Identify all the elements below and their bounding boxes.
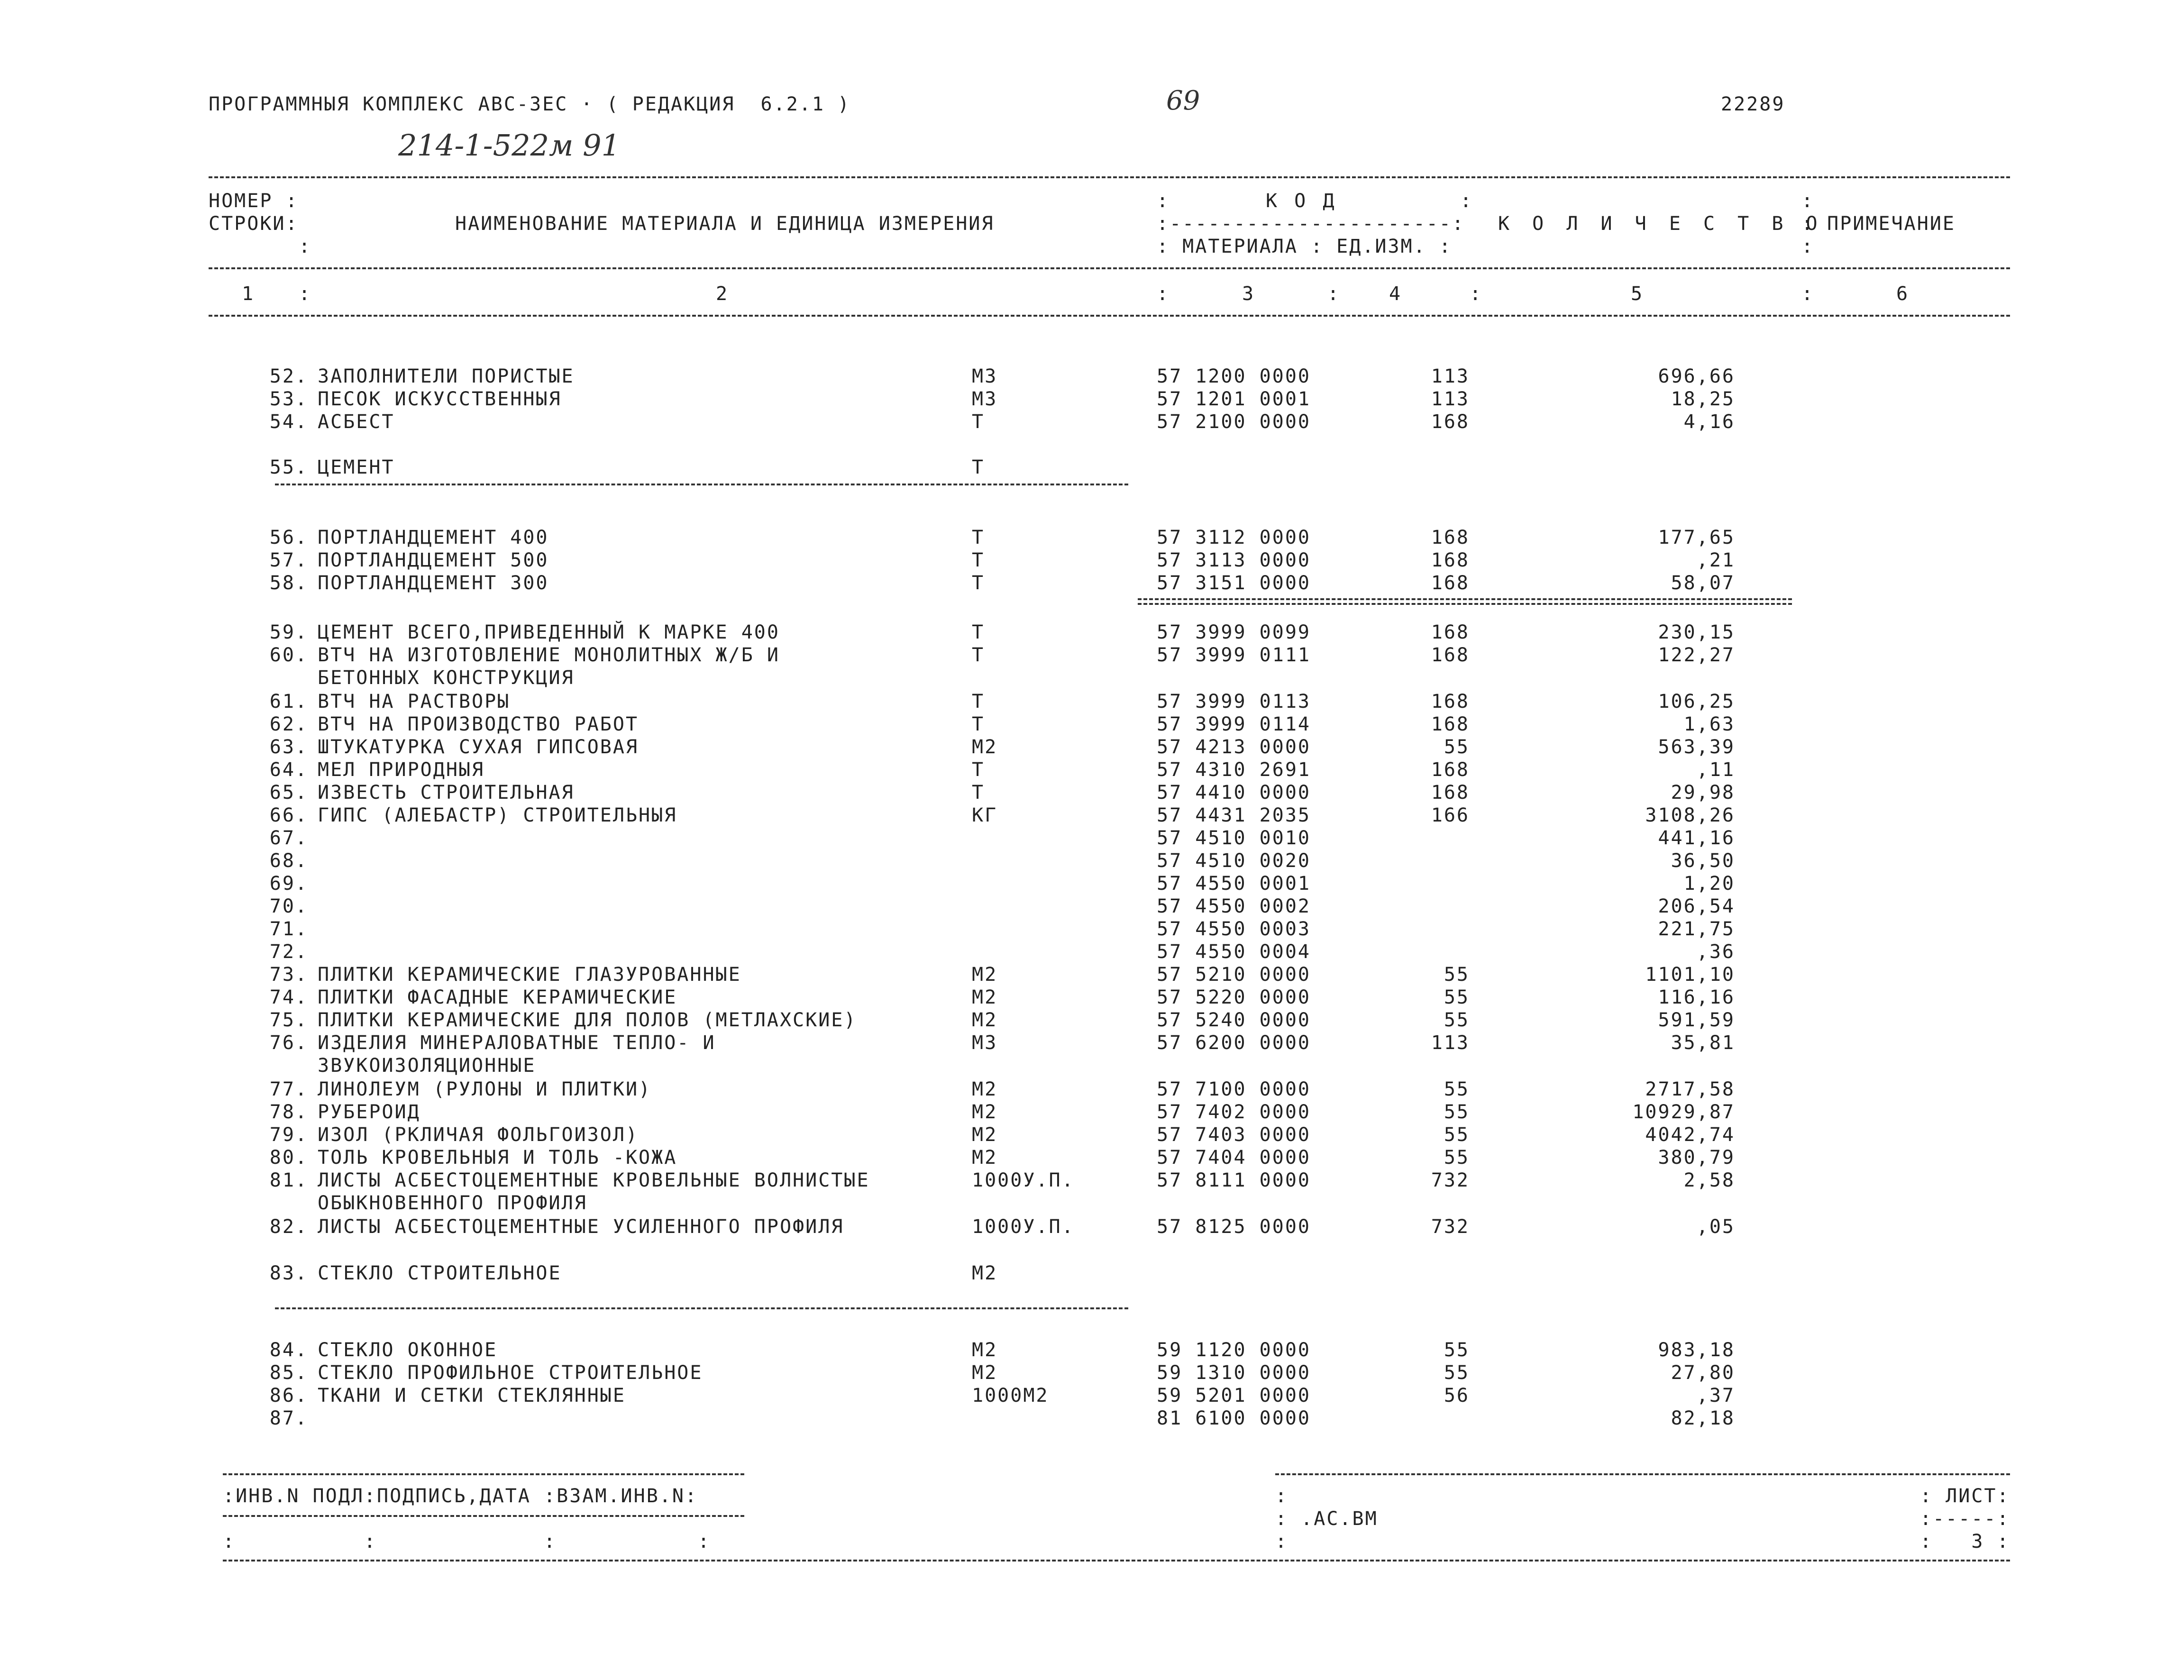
row-number: 71. <box>269 918 308 940</box>
head-nomer: НОМЕР : <box>209 190 299 212</box>
material-name: ИЗДЕЛИЯ МИНЕРАЛОВАТНЫЕ ТЕПЛО- И <box>318 1032 716 1054</box>
material-name: ОБЫКНОВЕННОГО ПРОФИЛЯ <box>318 1192 587 1214</box>
material-name: ВТЧ НА РАСТВОРЫ <box>318 691 511 712</box>
material-name: ЦЕМЕНТ ВСЕГО,ПРИВЕДЕННЫЙ К МАРКЕ 400 <box>318 621 780 643</box>
unit-of-measure: Т <box>972 621 985 643</box>
material-code: 57 3999 0111 <box>1157 644 1311 666</box>
head-material: : МАТЕРИАЛА : ЕД.ИЗМ. : <box>1157 236 1452 257</box>
head-prim-colon: : <box>1801 190 1815 212</box>
unit-code: 168 <box>1431 572 1470 594</box>
unit-of-measure: М2 <box>972 1147 998 1169</box>
unit-code: 113 <box>1431 365 1470 387</box>
row-number: 53. <box>269 388 308 410</box>
head-kolichestvo: К О Л И Ч Е С Т В О <box>1498 213 1823 235</box>
unit-code: 732 <box>1431 1169 1470 1191</box>
unit-code: 55 <box>1444 986 1470 1008</box>
material-name: СТЕКЛО ОКОННОЕ <box>318 1339 498 1361</box>
col-sep: : <box>1157 283 1170 305</box>
quantity: 177,65 <box>1658 527 1735 548</box>
quantity: 591,59 <box>1658 1009 1735 1031</box>
col-num-1: 1 <box>242 283 255 305</box>
material-code: 57 2100 0000 <box>1157 411 1311 433</box>
quantity: 4,16 <box>1683 411 1735 433</box>
unit-code: 55 <box>1444 1009 1470 1031</box>
sheet-sep: :-----: <box>1920 1508 2010 1530</box>
quantity: 3108,26 <box>1645 804 1735 826</box>
quantity: ,36 <box>1696 941 1735 963</box>
quantity: 441,16 <box>1658 827 1735 849</box>
handwritten-designation: 214-1-522м 91 <box>398 128 621 163</box>
material-code: 57 3151 0000 <box>1157 572 1311 594</box>
row-number: 87. <box>269 1407 308 1429</box>
material-code: 57 4213 0000 <box>1157 736 1311 758</box>
rule <box>209 267 2010 269</box>
material-name: АСБЕСТ <box>318 411 395 433</box>
unit-of-measure: 1000У.П. <box>972 1169 1075 1191</box>
material-code: 59 1310 0000 <box>1157 1362 1311 1384</box>
unit-of-measure: Т <box>972 644 985 666</box>
col-num-2: 2 <box>716 283 729 305</box>
material-code: 57 7402 0000 <box>1157 1101 1311 1123</box>
row-number: 73. <box>269 964 308 986</box>
quantity: 380,79 <box>1658 1147 1735 1169</box>
material-name: ТОЛЬ КРОВЕЛЬНЫЯ И ТОЛЬ -КОЖА <box>318 1147 677 1169</box>
unit-of-measure: Т <box>972 782 985 803</box>
sheet-label: : ЛИСТ: <box>1920 1485 2010 1507</box>
unit-code: 168 <box>1431 644 1470 666</box>
material-code: 59 5201 0000 <box>1157 1385 1311 1406</box>
material-code: 57 8111 0000 <box>1157 1169 1311 1191</box>
doc-code: : .АС.ВМ <box>1275 1508 1378 1530</box>
quantity: 58,07 <box>1671 572 1735 594</box>
material-code: 57 5210 0000 <box>1157 964 1311 986</box>
stamp-colon: : <box>1275 1485 1288 1507</box>
unit-code: 55 <box>1444 1362 1470 1384</box>
unit-code: 168 <box>1431 759 1470 781</box>
material-name: СТЕКЛО СТРОИТЕЛЬНОЕ <box>318 1262 562 1284</box>
row-number: 86. <box>269 1385 308 1406</box>
material-name: ЛИСТЫ АСБЕСТОЦЕМЕНТНЫЕ УСИЛЕННОГО ПРОФИЛЯ <box>318 1216 844 1238</box>
stamp-colon: : <box>1275 1531 1288 1552</box>
material-code: 57 3999 0099 <box>1157 621 1311 643</box>
row-number: 70. <box>269 895 308 917</box>
row-number: 63. <box>269 736 308 758</box>
material-code: 57 1201 0001 <box>1157 388 1311 410</box>
col-sep: : <box>1470 283 1483 305</box>
material-name: ВТЧ НА ПРОИЗВОДСТВО РАБОТ <box>318 713 639 735</box>
quantity: 1101,10 <box>1645 964 1735 986</box>
row-number: 60. <box>269 644 308 666</box>
unit-of-measure: КГ <box>972 804 998 826</box>
quantity: ,21 <box>1696 549 1735 571</box>
row-number: 79. <box>269 1124 308 1146</box>
material-name: ПОРТЛАНДЦЕМЕНТ 500 <box>318 549 549 571</box>
material-code: 59 1120 0000 <box>1157 1339 1311 1361</box>
unit-of-measure: М2 <box>972 1339 998 1361</box>
material-code: 57 4510 0020 <box>1157 850 1311 872</box>
unit-of-measure: М3 <box>972 1032 998 1054</box>
rule <box>209 176 2010 178</box>
material-name: СТЕКЛО ПРОФИЛЬНОЕ СТРОИТЕЛЬНОЕ <box>318 1362 703 1384</box>
unit-code: 113 <box>1431 1032 1470 1054</box>
material-code: 57 3113 0000 <box>1157 549 1311 571</box>
unit-of-measure: Т <box>972 411 985 433</box>
unit-code: 732 <box>1431 1216 1470 1238</box>
unit-of-measure: М2 <box>972 1078 998 1100</box>
row-number: 84. <box>269 1339 308 1361</box>
quantity: 106,25 <box>1658 691 1735 712</box>
row-number: 69. <box>269 873 308 895</box>
quantity: 1,20 <box>1683 873 1735 895</box>
unit-of-measure: Т <box>972 549 985 571</box>
rule <box>209 315 2010 317</box>
quantity: 4042,74 <box>1645 1124 1735 1146</box>
quantity: ,05 <box>1696 1216 1735 1238</box>
material-name: РУБЕРОИД <box>318 1101 420 1123</box>
row-number: 74. <box>269 986 308 1008</box>
unit-of-measure: Т <box>972 527 985 548</box>
row-number: 61. <box>269 691 308 712</box>
row-number: 54. <box>269 411 308 433</box>
quantity: ,37 <box>1696 1385 1735 1406</box>
row-number: 56. <box>269 527 308 548</box>
unit-code: 168 <box>1431 691 1470 712</box>
unit-code: 56 <box>1444 1385 1470 1406</box>
quantity: 2717,58 <box>1645 1078 1735 1100</box>
unit-of-measure: М2 <box>972 1262 998 1284</box>
program-header: ПРОГРАММНЫЯ КОМПЛЕКС АВС-3ЕС · ( РЕДАКЦИЯ 6.2.1 ) <box>209 93 851 115</box>
material-code: 57 4550 0004 <box>1157 941 1311 963</box>
material-code: 57 4410 0000 <box>1157 782 1311 803</box>
unit-of-measure: 1000У.П. <box>972 1216 1075 1238</box>
material-code: 57 3999 0113 <box>1157 691 1311 712</box>
stamp-header: :ИНВ.N ПОДЛ:ПОДПИСЬ,ДАТА :ВЗАМ.ИНВ.N: <box>223 1485 698 1507</box>
material-code: 57 4510 0010 <box>1157 827 1311 849</box>
rule <box>1275 1473 2010 1475</box>
material-code: 57 4550 0002 <box>1157 895 1311 917</box>
unit-code: 166 <box>1431 804 1470 826</box>
unit-code: 168 <box>1431 621 1470 643</box>
material-code: 57 8125 0000 <box>1157 1216 1311 1238</box>
material-code: 57 3999 0114 <box>1157 713 1311 735</box>
col-sep: : <box>1801 283 1815 305</box>
row-number: 59. <box>269 621 308 643</box>
unit-of-measure: М2 <box>972 986 998 1008</box>
row-number: 66. <box>269 804 308 826</box>
row-number: 67. <box>269 827 308 849</box>
section-rule-cement <box>275 484 1128 485</box>
row-number: 76. <box>269 1032 308 1054</box>
col-sep: : <box>1327 283 1341 305</box>
rule <box>223 1560 2010 1561</box>
unit-of-measure: Т <box>972 457 985 478</box>
row-number: 52. <box>269 365 308 387</box>
unit-code: 168 <box>1431 713 1470 735</box>
unit-of-measure: Т <box>972 759 985 781</box>
col-num-4: 4 <box>1389 283 1402 305</box>
material-name: ВТЧ НА ИЗГОТОВЛЕНИЕ МОНОЛИТНЫХ Ж/Б И <box>318 644 780 666</box>
material-name: ПЛИТКИ КЕРАМИЧЕСКИЕ ДЛЯ ПОЛОВ (МЕТЛАХСКИЕ) <box>318 1009 857 1031</box>
quantity: 1,63 <box>1683 713 1735 735</box>
quantity: ,11 <box>1696 759 1735 781</box>
material-name: ИЗВЕСТЬ СТРОИТЕЛЬНАЯ <box>318 782 575 803</box>
material-name: ЗВУКОИЗОЛЯЦИОННЫЕ <box>318 1055 536 1077</box>
material-name: ШТУКАТУРКА СУХАЯ ГИПСОВАЯ <box>318 736 639 758</box>
quantity: 116,16 <box>1658 986 1735 1008</box>
col-num-6: 6 <box>1896 283 1910 305</box>
row-number: 81. <box>269 1169 308 1191</box>
unit-code: 55 <box>1444 964 1470 986</box>
material-name: ИЗОЛ (РКЛИЧАЯ ФОЛЬГОИЗОЛ) <box>318 1124 639 1146</box>
material-code: 81 6100 0000 <box>1157 1407 1311 1429</box>
material-code: 57 1200 0000 <box>1157 365 1311 387</box>
quantity: 696,66 <box>1658 365 1735 387</box>
row-number: 75. <box>269 1009 308 1031</box>
quantity: 206,54 <box>1658 895 1735 917</box>
col-sep: : <box>299 283 312 305</box>
material-name: ПЛИТКИ КЕРАМИЧЕСКИЕ ГЛАЗУРОВАННЫЕ <box>318 964 741 986</box>
unit-of-measure: М3 <box>972 388 998 410</box>
unit-of-measure: М2 <box>972 964 998 986</box>
total-rule-double <box>1138 603 1792 605</box>
head-kod: К О Д <box>1266 190 1337 212</box>
head-primechanie: : ПРИМЕЧАНИЕ <box>1801 213 1956 235</box>
material-name: ЗАПОЛНИТЕЛИ ПОРИСТЫЕ <box>318 365 575 387</box>
material-code: 57 5240 0000 <box>1157 1009 1311 1031</box>
unit-of-measure: М2 <box>972 1124 998 1146</box>
unit-code: 55 <box>1444 1101 1470 1123</box>
quantity: 18,25 <box>1671 388 1735 410</box>
material-code: 57 4310 2691 <box>1157 759 1311 781</box>
row-number: 77. <box>269 1078 308 1100</box>
material-name: ТКАНИ И СЕТКИ СТЕКЛЯННЫЕ <box>318 1385 626 1406</box>
unit-of-measure: М2 <box>972 736 998 758</box>
total-rule-double <box>1138 598 1792 600</box>
row-number: 64. <box>269 759 308 781</box>
unit-of-measure: Т <box>972 572 985 594</box>
material-name: ЛИНОЛЕУМ (РУЛОНЫ И ПЛИТКИ) <box>318 1078 652 1100</box>
row-number: 62. <box>269 713 308 735</box>
material-name: ПЕСОК ИСКУССТВЕННЫЯ <box>318 388 562 410</box>
quantity: 36,50 <box>1671 850 1735 872</box>
col-num-5: 5 <box>1631 283 1644 305</box>
rule <box>223 1515 744 1517</box>
material-name: БЕТОННЫХ КОНСТРУКЦИЯ <box>318 667 575 689</box>
unit-of-measure: М2 <box>972 1362 998 1384</box>
material-code: 57 5220 0000 <box>1157 986 1311 1008</box>
unit-code: 55 <box>1444 1147 1470 1169</box>
page-mark-handwritten: 69 <box>1166 85 1200 116</box>
material-name: МЕЛ ПРИРОДНЫЯ <box>318 759 485 781</box>
unit-code: 55 <box>1444 1078 1470 1100</box>
head-kod-colon-left: : <box>1157 190 1170 212</box>
stamp-row2: : : : : <box>223 1531 711 1552</box>
unit-of-measure: М3 <box>972 365 998 387</box>
unit-code: 168 <box>1431 411 1470 433</box>
material-name: ПОРТЛАНДЦЕМЕНТ 300 <box>318 572 549 594</box>
row-number: 58. <box>269 572 308 594</box>
material-name: ЛИСТЫ АСБЕСТОЦЕМЕНТНЫЕ КРОВЕЛЬНЫЕ ВОЛНИСТЫЕ <box>318 1169 870 1191</box>
quantity: 122,27 <box>1658 644 1735 666</box>
quantity: 82,18 <box>1671 1407 1735 1429</box>
quantity: 29,98 <box>1671 782 1735 803</box>
head-kod-sep: :----------------------: <box>1157 213 1465 235</box>
material-code: 57 4550 0001 <box>1157 873 1311 895</box>
row-number: 82. <box>269 1216 308 1238</box>
unit-code: 168 <box>1431 782 1470 803</box>
unit-code: 168 <box>1431 549 1470 571</box>
material-name: ГИПС (АЛЕБАСТР) СТРОИТЕЛЬНЫЯ <box>318 804 677 826</box>
unit-of-measure: Т <box>972 713 985 735</box>
col-num-3: 3 <box>1242 283 1255 305</box>
row-number: 65. <box>269 782 308 803</box>
head-naimenovanie: НАИМЕНОВАНИЕ МАТЕРИАЛА И ЕДИНИЦА ИЗМЕРЕНИЯ <box>455 213 995 235</box>
row-number: 72. <box>269 941 308 963</box>
quantity: 563,39 <box>1658 736 1735 758</box>
row-number: 55. <box>269 457 308 478</box>
quantity: 27,80 <box>1671 1362 1735 1384</box>
material-code: 57 7100 0000 <box>1157 1078 1311 1100</box>
material-code: 57 3112 0000 <box>1157 527 1311 548</box>
material-name: ЦЕМЕНТ <box>318 457 395 478</box>
section-rule-glass <box>275 1307 1128 1309</box>
unit-of-measure: М2 <box>972 1009 998 1031</box>
head-colon: : <box>299 236 312 257</box>
quantity: 10929,87 <box>1632 1101 1735 1123</box>
material-name: ПОРТЛАНДЦЕМЕНТ 400 <box>318 527 549 548</box>
material-code: 57 4550 0003 <box>1157 918 1311 940</box>
unit-code: 113 <box>1431 388 1470 410</box>
row-number: 78. <box>269 1101 308 1123</box>
quantity: 35,81 <box>1671 1032 1735 1054</box>
unit-of-measure: 1000М2 <box>972 1385 1049 1406</box>
quantity: 221,75 <box>1658 918 1735 940</box>
row-number: 83. <box>269 1262 308 1284</box>
head-stroki: СТРОКИ: <box>209 213 299 235</box>
quantity: 230,15 <box>1658 621 1735 643</box>
material-code: 57 6200 0000 <box>1157 1032 1311 1054</box>
head-prim-colon2: : <box>1801 236 1815 257</box>
unit-of-measure: Т <box>972 691 985 712</box>
row-number: 68. <box>269 850 308 872</box>
quantity: 983,18 <box>1658 1339 1735 1361</box>
unit-code: 55 <box>1444 1339 1470 1361</box>
material-code: 57 7403 0000 <box>1157 1124 1311 1146</box>
row-number: 80. <box>269 1147 308 1169</box>
unit-code: 55 <box>1444 1124 1470 1146</box>
row-number: 57. <box>269 549 308 571</box>
unit-of-measure: М2 <box>972 1101 998 1123</box>
unit-code: 168 <box>1431 527 1470 548</box>
document-number: 22289 <box>1721 93 1785 115</box>
material-code: 57 7404 0000 <box>1157 1147 1311 1169</box>
row-number: 85. <box>269 1362 308 1384</box>
material-code: 57 4431 2035 <box>1157 804 1311 826</box>
head-kod-colon-right: : <box>1460 190 1473 212</box>
unit-code: 55 <box>1444 736 1470 758</box>
rule <box>223 1473 744 1475</box>
quantity: 2,58 <box>1683 1169 1735 1191</box>
sheet-number: : 3 : <box>1920 1531 2010 1552</box>
material-name: ПЛИТКИ ФАСАДНЫЕ КЕРАМИЧЕСКИЕ <box>318 986 677 1008</box>
